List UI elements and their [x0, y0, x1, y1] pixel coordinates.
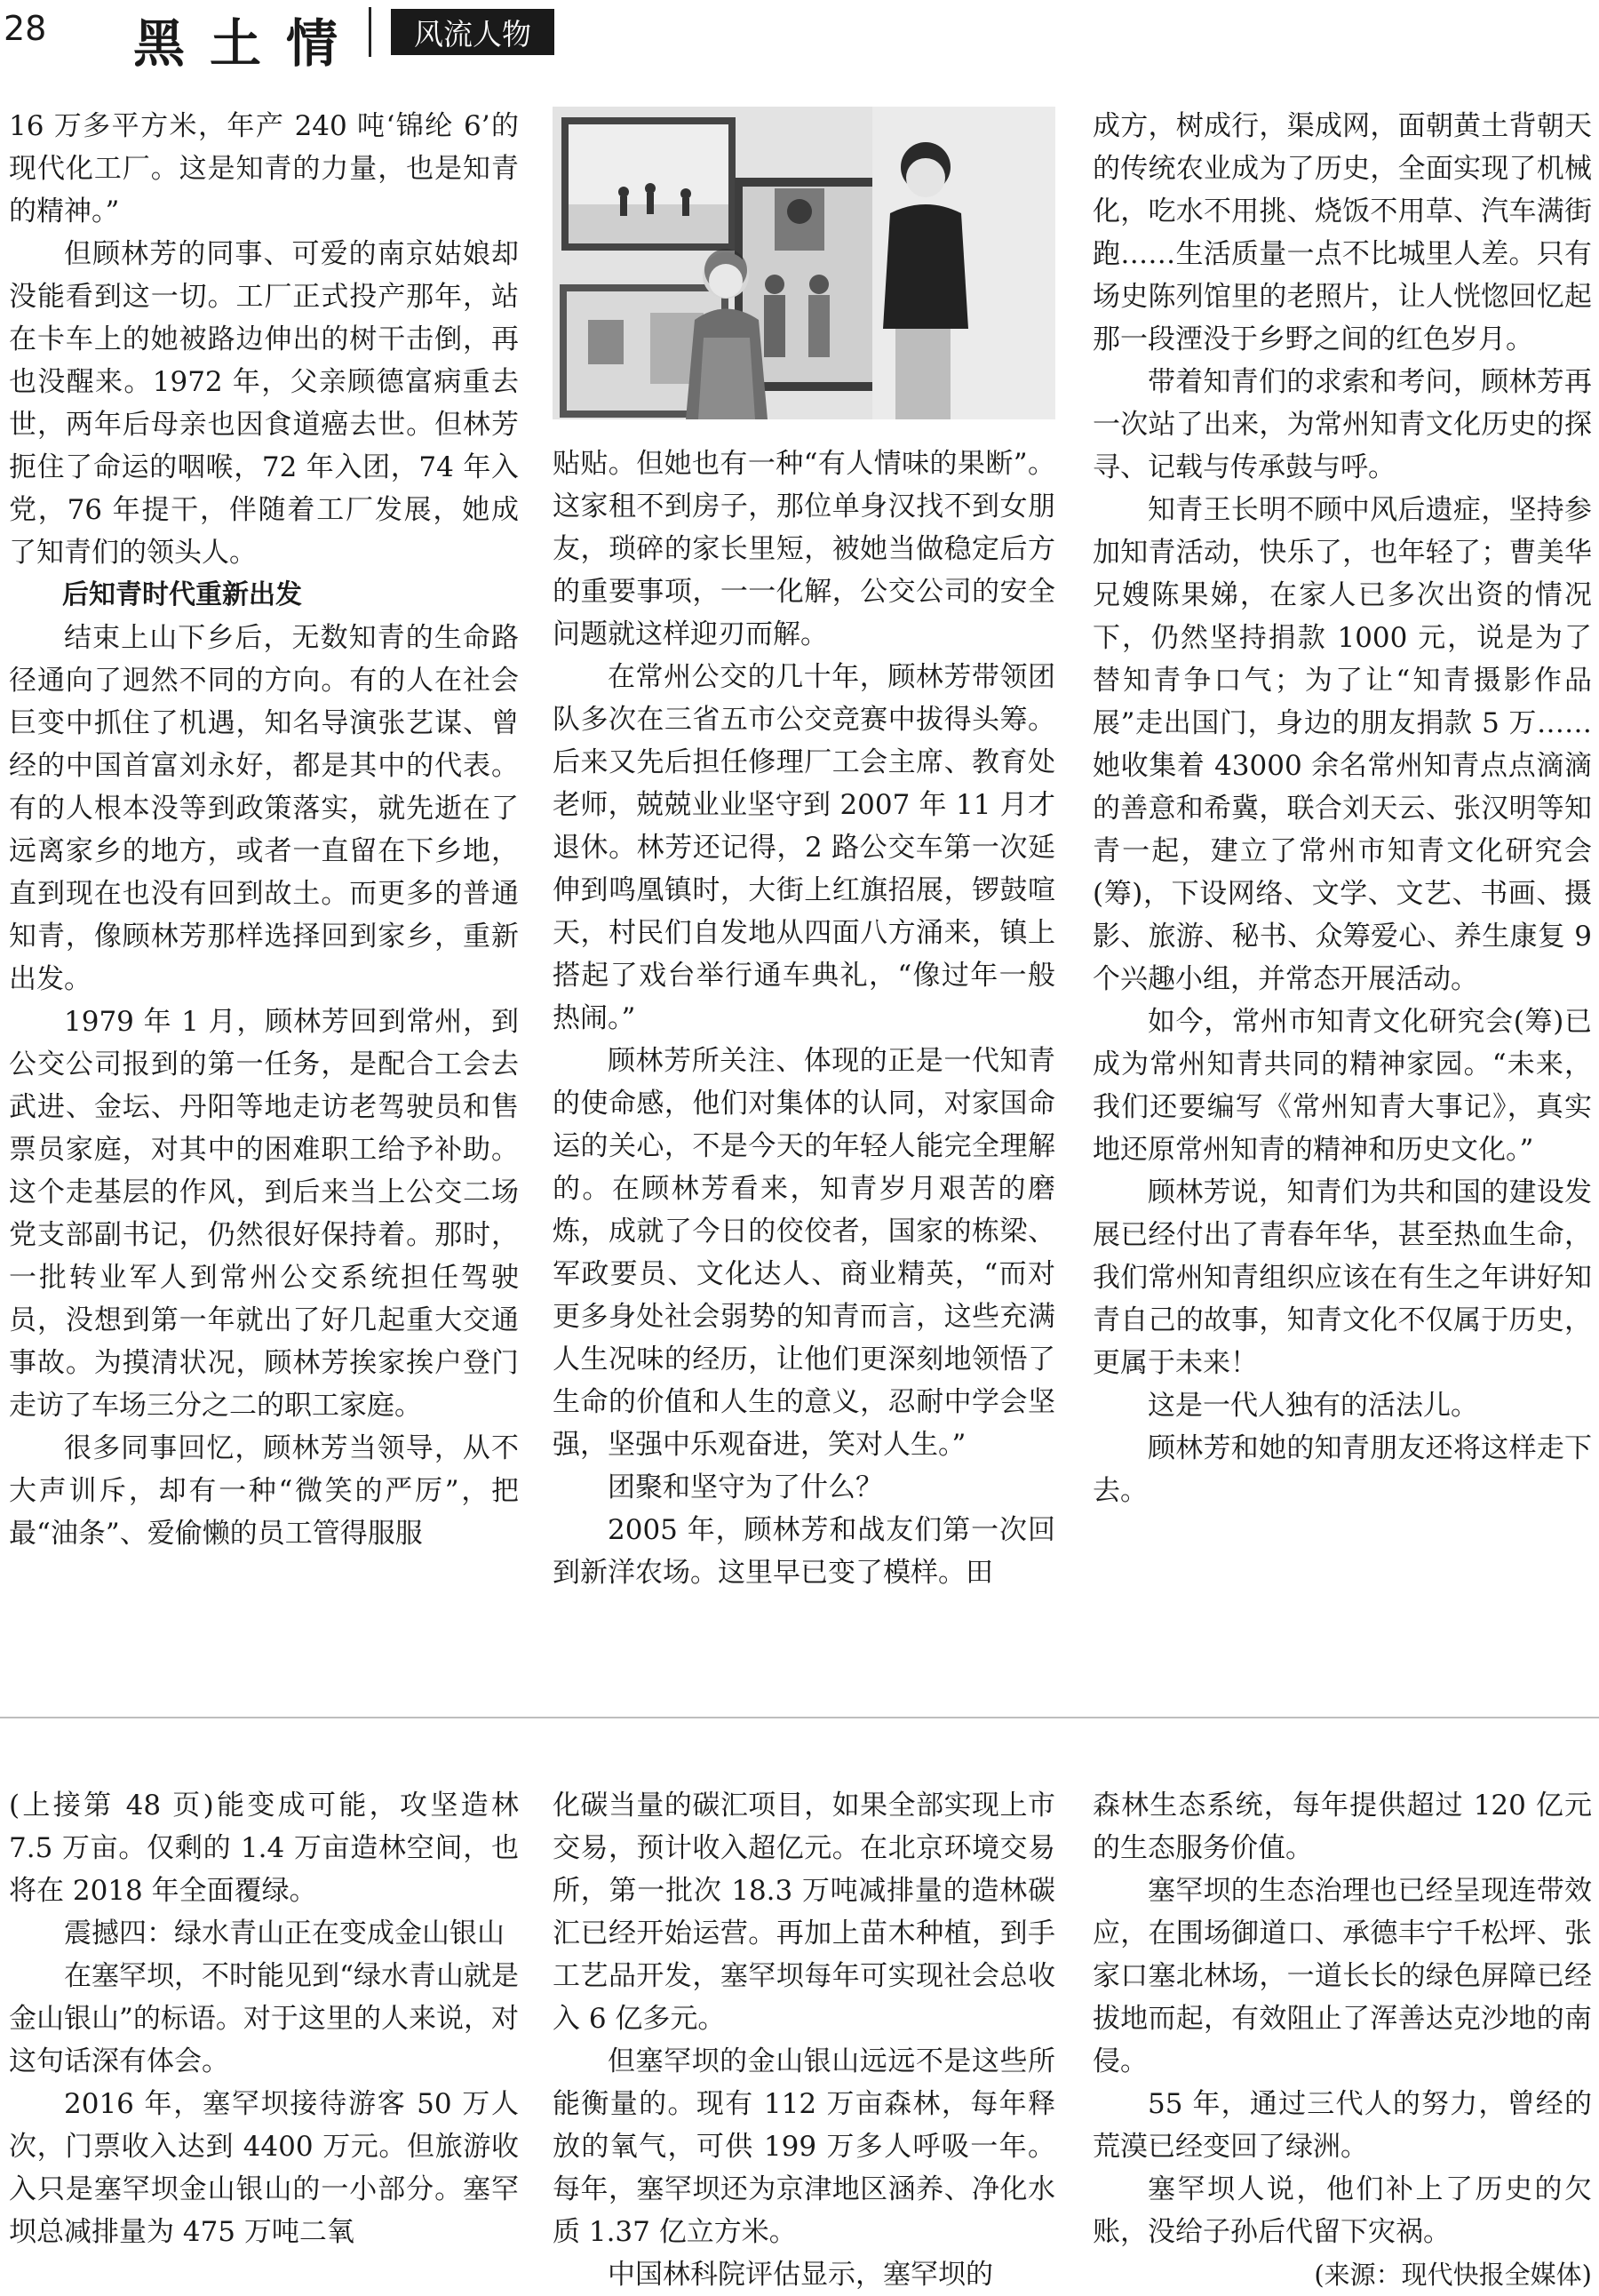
paragraph: 顾林芳和她的知青朋友还将这样走下去。	[1093, 1432, 1592, 1507]
upper-column-2	[553, 442, 1055, 1594]
article-photo	[553, 107, 1055, 419]
section-heading: 后知青时代重新出发	[62, 579, 302, 610]
paragraph: 成方，树成行，渠成网，面朝黄土背朝天的传统农业成为了历史，全面实现了机械化，吃水不用挑、烧饭不用草、汽车满街跑……生活质量一点不比城里人差。只有场史陈列馆里的老照片，让人恍惚回忆起那一段湮没于乡野之间的红色岁月。	[1093, 110, 1592, 355]
paragraph: 顾林芳说，知青们为共和国的建设发展已经付出了青春年华，甚至热血生命，我们常州知青组织应该在有生之年讲好知青自己的故事，知青文化不仅属于历史，更属于未来！	[1093, 1176, 1592, 1379]
article-divider	[0, 1717, 1599, 1718]
page-header	[0, 0, 1599, 74]
paragraph: 1979 年 1 月，顾林芳回到常州，到公交公司报到的第一任务，是配合工会去武进、金坛、丹阳等地走访老驾驶员和售票员家庭，对其中的困难职工给予补助。这个走基层的作风，到后来当上公交二场党支部副书记，仍然很好保持着。那时，一批转业军人到常州公交系统担任驾驶员，没想到第一年就出了好几起重大交通事故。为摸清状况，顾林芳挨家挨户登门走访了车场三分之二的职工家庭。	[9, 1006, 519, 1422]
paragraph: 森林生态系统，每年提供超过 120 亿元的生态服务价值。	[1093, 1790, 1592, 1864]
paragraph: 结束上山下乡后，无数知青的生命路径通向了迥然不同的方向。有的人在社会巨变中抓住了机遇，知名导演张艺谋、曾经的中国首富刘永好，都是其中的代表。有的人根本没等到政策落实，就先逝在了远离家乡的地方，或者一直留在下乡地，直到现在也没有回到故土。而更多的普通知青，像顾林芳那样选择回到家乡，重新出发。	[9, 622, 519, 995]
paragraph: 这是一代人独有的活法儿。	[1148, 1390, 1478, 1422]
paragraph: 贴贴。但她也有一种“有人情味的果断”。这家租不到房子，那位单身汉找不到女朋友，琐碎的家长里短，被她当做稳定后方的重要事项，一一化解，公交公司的安全问题就这样迎刃而解。	[553, 448, 1055, 650]
paragraph: 在常州公交的几十年，顾林芳带领团队多次在三省五市公交竞赛中拔得头筹。后来又先后担任修理厂工会主席、教育处老师，兢兢业业坚守到 2007 年 11 月才退休。林芳还记得，2 路公交车第一次延伸到鸣凰镇时，大街上红旗招展，锣鼓喧天，村民们自发地从四面八方涌来，镇上搭起了戏台举行通车典礼，“像过年一般热闹。”	[553, 661, 1055, 1034]
upper-column-3	[1093, 105, 1592, 1512]
paragraph: (上接第 48 页)能变成可能，攻坚造林 7.5 万亩。仅剩的 1.4 万亩造林空间，也将在 2018 年全面覆绿。	[9, 1790, 519, 1907]
paragraph: 团聚和坚守为了什么？	[608, 1471, 883, 1503]
lower-column-2	[553, 1784, 1055, 2296]
paragraph: 塞罕坝人说，他们补上了历史的欠账，没给子孙后代留下灾祸。	[1093, 2173, 1592, 2248]
paragraph: 55 年，通过三代人的努力，曾经的荒漠已经变回了绿洲。	[1093, 2088, 1592, 2163]
paragraph: 很多同事回忆，顾林芳当领导，从不大声训斥，却有一种“微笑的严厉”，把最“油条”、爱偷懒的员工管得服服	[9, 1432, 519, 1550]
lower-column-1	[9, 1784, 519, 2253]
paragraph: 16 万多平方米，年产 240 吨‘锦纶 6’的现代化工厂。这是知青的力量，也是知青的精神。”	[9, 110, 519, 227]
paragraph: 带着知青们的求索和考问，顾林芳再一次站了出来，为常州知青文化历史的探寻、记载与传承鼓与呼。	[1093, 366, 1592, 483]
paragraph: 顾林芳所关注、体现的正是一代知青的使命感，他们对集体的认同，对家国命运的关心，不是今天的年轻人能完全理解的。在顾林芳看来，知青岁月艰苦的磨炼，成就了今日的佼佼者，国家的栋梁、军政要员、文化达人、商业精英，“而对更多身处社会弱势的知青而言，这些充满人生况味的经历，让他们更深刻地领悟了生命的价值和人生的意义，忍耐中学会坚强，坚强中乐观奋进，笑对人生。”	[553, 1045, 1055, 1461]
section-tag: 风流人物	[391, 9, 554, 55]
header-divider	[369, 7, 371, 57]
paragraph: 2016 年，塞罕坝接待游客 50 万人次，门票收入达到 4400 万元。但旅游收入只是塞罕坝金山银山的一小部分。塞罕坝总减排量为 475 万吨二氧	[9, 2088, 519, 2248]
source-credit: (来源：现代快报全媒体)	[1314, 2260, 1592, 2290]
lower-column-3	[1093, 1784, 1592, 2296]
page-number: 28	[4, 9, 47, 48]
paragraph: 塞罕坝的生态治理也已经呈现连带效应，在围场御道口、承德丰宁千松坪、张家口塞北林场，一道长长的绿色屏障已经拔地而起，有效阻止了浑善达克沙地的南侵。	[1093, 1875, 1592, 2077]
photo-illustration	[553, 107, 1055, 419]
paragraph: 化碳当量的碳汇项目，如果全部实现上市交易，预计收入超亿元。在北京环境交易所，第一批次 18.3 万吨减排量的造林碳汇已经开始运营。再加上苗木种植，到手工艺品开发，塞罕坝每年可实现社会总收入 6 亿多元。	[553, 1790, 1055, 2035]
paragraph: 震撼四：绿水青山正在变成金山银山	[64, 1917, 505, 1949]
paragraph: 在塞罕坝，不时能见到“绿水青山就是金山银山”的标语。对于这里的人来说，对这句话深有体会。	[9, 1960, 519, 2077]
upper-column-1	[9, 105, 519, 1555]
paragraph: 如今，常州市知青文化研究会(筹)已成为常州知青共同的精神家园。“未来，我们还要编写《常州知青大事记》，真实地还原常州知青的精神和历史文化。”	[1093, 1006, 1592, 1166]
paragraph: 但塞罕坝的金山银山远远不是这些所能衡量的。现有 112 万亩森林，每年释放的氧气，可供 199 万多人呼吸一年。每年，塞罕坝还为京津地区涵养、净化水质 1.37 亿立方米。	[553, 2045, 1055, 2248]
magazine-title: 黑土情	[133, 13, 363, 74]
paragraph: 2005 年，顾林芳和战友们第一次回到新洋农场。这里早已变了模样。田	[553, 1514, 1055, 1589]
paragraph: 中国林科院评估显示，塞罕坝的	[608, 2259, 993, 2291]
paragraph: 知青王长明不顾中风后遗症，坚持参加知青活动，快乐了，也年轻了；曹美华兄嫂陈果娣，在家人已多次出资的情况下，仍然坚持捐款 1000 元，说是为了替知青争口气；为了让“知青摄影作品展”走出国门，身边的朋友捐款 5 万……她收集着 43000 余名常州知青点点滴滴的善意和希冀，联合刘天云、张汉明等知青一起，建立了常州市知青文化研究会(筹)，下设网络、文学、文艺、书画、摄影、旅游、秘书、众筹爱心、养生康复 9 个兴趣小组，并常态开展活动。	[1093, 494, 1592, 995]
paragraph: 但顾林芳的同事、可爱的南京姑娘却没能看到这一切。工厂正式投产那年，站在卡车上的她被路边伸出的树干击倒，再也没醒来。1972 年，父亲顾德富病重去世，两年后母亲也因食道癌去世。但林芳扼住了命运的咽喉，72 年入团，74 年入党，76 年提干，伴随着工厂发展，她成了知青们的领头人。	[9, 238, 519, 569]
